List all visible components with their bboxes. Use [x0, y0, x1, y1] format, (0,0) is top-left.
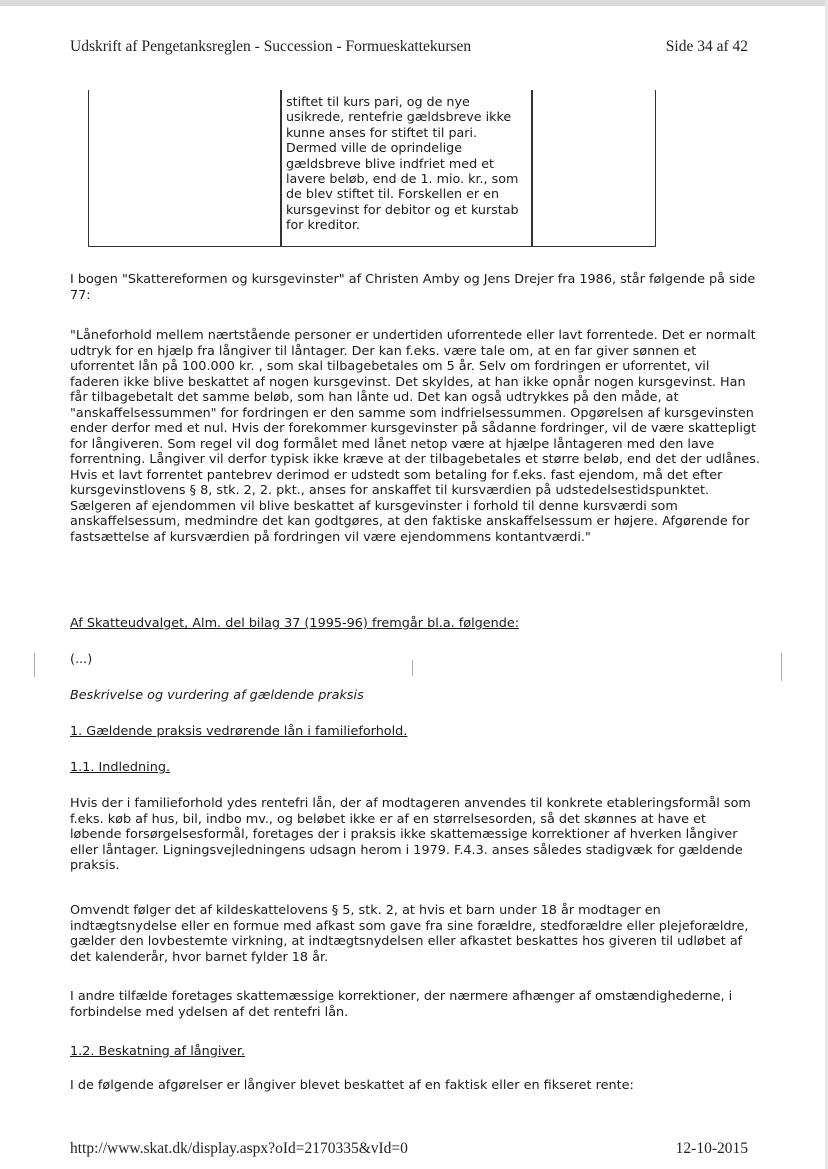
table-fragment [88, 90, 656, 247]
margin-mark-right [781, 653, 782, 681]
paragraph-kildeskatteloven: Omvendt følger det af kildeskattelovens § 5, stk. 2, at hvis et barn under 18 år modtager en indtægtsnydelse eller en formue med afkast som gave fra sine forældre, stedforældre eller plejeforældre, gælder den lovbestemte virkning, at indtægtsnydelsen eller afkastet beskattes hos giveren til udløbet af det kalenderår, hvor barnet fylder 18 år. [70, 903, 749, 965]
footer-url: http://www.skat.dk/display.aspx?oId=2170335&vId=0 [70, 1140, 408, 1157]
margin-mark-center [412, 660, 413, 676]
paragraph-indledning: Hvis der i familieforhold ydes rentefri lån, der af modtageren anvendes til konkrete etableringsformål som f.eks. køb af hus, bil, indbo mv., og beløbet ikke er af en størrelsesorden, så det skønnes at have et løbende forsørgelsesformål, foretages der i praksis ikke skattemæssige korrektioner af hverken långiver eller låntager. Ligningsvejledningens udsagn herom i 1979. F.4.3. anses således stadigvæk for gældende praksis. [70, 796, 751, 873]
margin-mark-left [34, 653, 35, 677]
section-heading-italic: Beskrivelse og vurdering af gældende praksis [70, 688, 364, 703]
page-number: Side 34 af 42 [665, 38, 748, 55]
table-border-bottom [88, 246, 656, 247]
skatteudvalget-reference: Af Skatteudvalget, Alm. del bilag 37 (1995-96) fremgår bl.a. følgende: [70, 616, 520, 631]
heading-1: 1. Gældende praksis vedrørende lån i familieforhold. [70, 724, 408, 739]
table-cell-text: stiftet til kurs pari, og de nye usikrede, rentefrie gældsbreve ikke kunne anses for stiftet til pari. Dermed ville de oprindelige gældsbreve blive indfriet med et lavere beløb, end de 1. mio. kr., som de blev stiftet til. Forskellen er en kursgevinst for debitor og et kurstab for kreditor. [286, 94, 519, 233]
table-border-column-1 [280, 90, 282, 247]
scan-edge-top [0, 0, 828, 6]
paragraph-andre-tilfaelde: I andre tilfælde foretages skattemæssige korrektioner, der nærmere afhænger af omstændighederne, i forbindelse med ydelsen af det rentefri lån. [70, 989, 733, 1020]
table-border-right [655, 90, 656, 247]
heading-1-1: 1.1. Indledning. [70, 760, 171, 775]
document-title: Udskrift af Pengetanksreglen - Succession - Formueskattekursen [70, 38, 472, 55]
table-border-column-2 [531, 90, 533, 247]
page-footer [70, 1140, 748, 1162]
paragraph-source-intro: I bogen "Skattereformen og kursgevinster" af Christen Amby og Jens Drejer fra 1986, står følgende på side 77: [70, 272, 756, 303]
heading-1-2: 1.2. Beskatning af långiver. [70, 1044, 246, 1059]
quote-block: "Låneforhold mellem nærtstående personer er undertiden uforrentede eller lavt forrentede. Det er normalt udtryk for en hjælp fra långiver til låntager. Der kan f.eks. være tale om, at en far giver sønnen et uforrentet lån på 100.000 kr. , som skal tilbagebetales om 5 år. Selv om fordringen er uforrentet, vil faderen ikke blive beskattet af nogen kursgevinst. Det skyldes, at han ikke opnår nogen kursgevinst. Han får tilbagebetalt det samme beløb, som han lånte ud. Det kan også udtrykkes på den måde, at "anskaffelsessummen" for fordringen er den samme som indfrielsessummen. Opgørelsen af kursgevinsten ender derfor med et nul. Hvis der forekommer kursgevinster på sådanne fordringer, vil de være skattepligt for långiveren. Som regel vil dog formålet med lånet netop være at hjælpe låntageren med den lave forrentning. Långiver vil derfor typisk ikke kræve at der tilbagebetales et større beløb, end det der udlånes. Hvis et lavt forrentet pantebrev derimod er udstedt som betaling for f.eks. fast ejendom, må det efter kursgevinstlovens § 8, stk. 2, 2. pkt., anses for anskaffet til kursværdien på udstedelsestidspunktet. Sælgeren af ejendommen vil blive beskattet af kursgevinster i forhold til denne kursværdi som anskaffelsessum, medmindre det kan godtgøres, at den faktiske anskaffelsessum er højere. Afgørende for fastsættelse af kursværdien på fordringen vil være ejendommens kontantværdi." [70, 328, 760, 545]
ellipsis: (...) [70, 652, 93, 667]
footer-date: 12-10-2015 [675, 1140, 748, 1157]
table-border-left [88, 90, 89, 247]
page-header [70, 38, 748, 58]
paragraph-afgoerelser: I de følgende afgørelser er långiver blevet beskattet af en faktisk eller en fikseret rente: [70, 1078, 634, 1093]
